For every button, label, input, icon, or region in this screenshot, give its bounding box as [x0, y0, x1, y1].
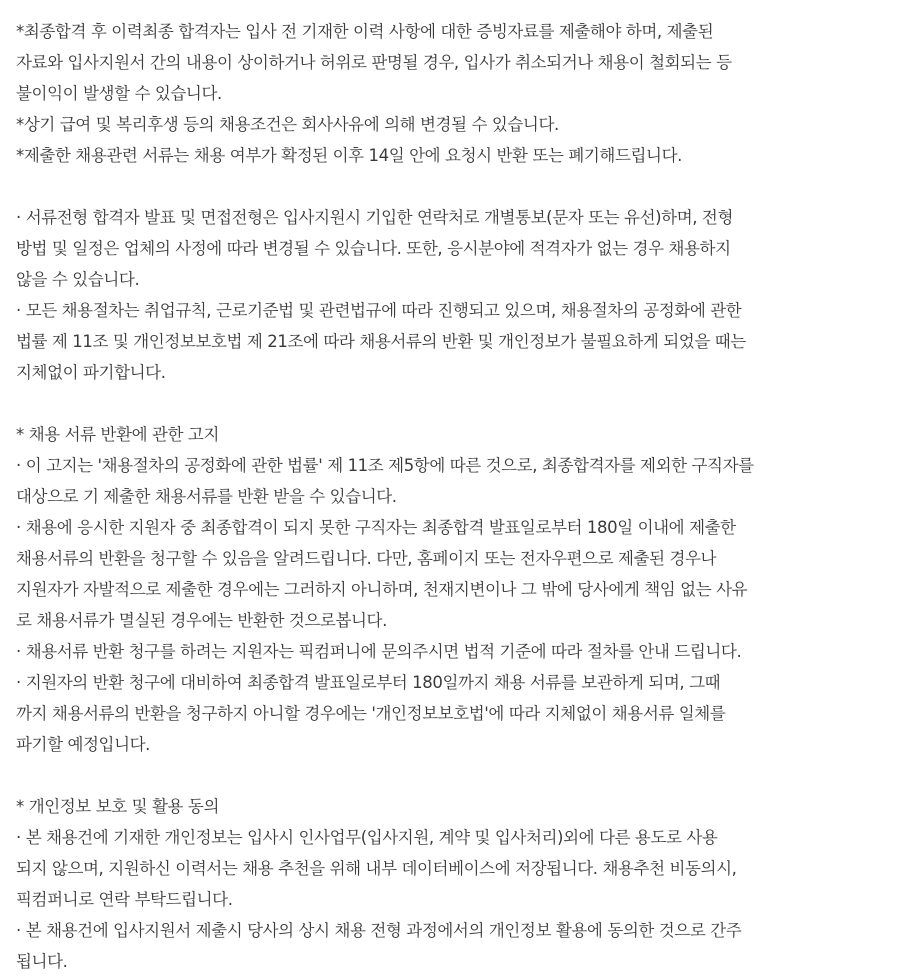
section-selection-process	[16, 202, 900, 388]
text-line: 대상으로 기 제출한 채용서류를 반환 받을 수 있습니다.	[16, 487, 397, 506]
paragraph-spacer	[16, 171, 900, 202]
section-heading: * 개인정보 보호 및 활용 동의	[16, 797, 220, 816]
text-line: 지원자가 자발적으로 제출한 경우에는 그러하지 아니하며, 천재지변이나 그 밖에 당사에게 책임 없는 사유	[16, 580, 748, 599]
text-line: *상기 급여 및 복리후생 등의 채용조건은 회사사유에 의해 변경될 수 있습니다.	[16, 115, 559, 134]
text-line: · 채용서류 반환 청구를 하려는 지원자는 픽컴퍼니에 문의주시면 법적 기준에 따라 절차를 안내 드립니다.	[16, 642, 742, 661]
section-hiring-conditions	[16, 16, 900, 171]
text-line: 로 채용서류가 멸실된 경우에는 반환한 것으로봅니다.	[16, 611, 387, 630]
section-document-return-notice	[16, 419, 900, 760]
text-line: 방법 및 일정은 업체의 사정에 따라 변경될 수 있습니다. 또한, 응시분야에 적격자가 없는 경우 채용하지	[16, 239, 731, 258]
text-line: · 본 채용건에 입사지원서 제출시 당사의 상시 채용 전형 과정에서의 개인정보 활용에 동의한 것으로 간주	[16, 921, 742, 940]
text-line: · 채용에 응시한 지원자 중 최종합격이 되지 못한 구직자는 최종합격 발표일로부터 180일 이내에 제출한	[16, 518, 736, 537]
paragraph-spacer	[16, 760, 900, 791]
text-line: · 본 채용건에 기재한 개인정보는 입사시 인사업무(입사지원, 계약 및 입사처리)외에 다른 용도로 사용	[16, 828, 718, 847]
text-line: 지체없이 파기합니다.	[16, 363, 166, 382]
text-line: 법률 제 11조 및 개인정보보호법 제 21조에 따라 채용서류의 반환 및 개인정보가 불필요하게 되었을 때는	[16, 332, 746, 351]
text-line: *제출한 채용관련 서류는 채용 여부가 확정된 이후 14일 안에 요청시 반환 또는 폐기해드립니다.	[16, 146, 682, 165]
text-line: *최종합격 후 이력최종 합격자는 입사 전 기재한 이력 사항에 대한 증빙자료를 제출해야 하며, 제출된	[16, 22, 714, 41]
text-line: · 모든 채용절차는 취업규칙, 근로기준법 및 관련법규에 따라 진행되고 있으며, 채용절차의 공정화에 관한	[16, 301, 742, 320]
paragraph-spacer	[16, 388, 900, 419]
text-line: · 이 고지는 '채용절차의 공정화에 관한 법률' 제 11조 제5항에 따른 것으로, 최종합격자를 제외한 구직자를	[16, 456, 754, 475]
text-line: 까지 채용서류의 반환을 청구하지 아니할 경우에는 '개인정보보호법'에 따라 지체없이 채용서류 일체를	[16, 704, 726, 723]
text-line: 파기할 예정입니다.	[16, 735, 151, 754]
text-line: 채용서류의 반환을 청구할 수 있음을 알려드립니다. 다만, 홈페이지 또는 전자우편으로 제출된 경우나	[16, 549, 717, 568]
text-line: · 서류전형 합격자 발표 및 면접전형은 입사지원시 기입한 연락처로 개별통보(문자 또는 유선)하며, 전형	[16, 208, 734, 227]
text-line: 됩니다.	[16, 952, 68, 971]
section-privacy-consent	[16, 791, 900, 977]
text-line: 않을 수 있습니다.	[16, 270, 140, 289]
text-line: 자료와 입사지원서 간의 내용이 상이하거나 허위로 판명될 경우, 입사가 취소되거나 채용이 철회되는 등	[16, 53, 732, 72]
section-heading: * 채용 서류 반환에 관한 고지	[16, 425, 220, 444]
text-line: · 지원자의 반환 청구에 대비하여 최종합격 발표일로부터 180일까지 채용 서류를 보관하게 되며, 그때	[16, 673, 721, 692]
text-line: 픽컴퍼니로 연락 부탁드립니다.	[16, 890, 233, 909]
text-line: 되지 않으며, 지원하신 이력서는 채용 추천을 위해 내부 데이터베이스에 저장됩니다. 채용추천 비동의시,	[16, 859, 737, 878]
text-line: 불이익이 발생할 수 있습니다.	[16, 84, 222, 103]
